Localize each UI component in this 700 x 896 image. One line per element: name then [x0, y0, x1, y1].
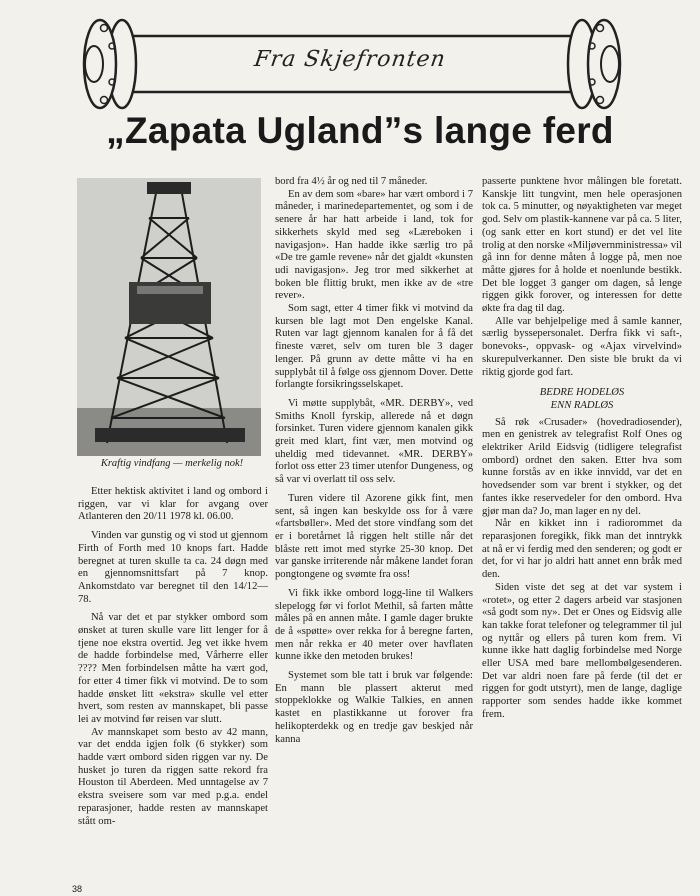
photo-caption: Kraftig vindfang — merkelig nok!	[100, 458, 244, 469]
section-label: Fra Skjefronten	[252, 47, 448, 72]
paragraph: Nå var det et par stykker ombord som ønsket at turen skulle vare litt lenger for å tjene noe ekstra overtid. Jeg vet ikke hvem de hadde forbindelse med, Vårherre eller ???? Men forbindelsen måtte ha vært god, for etter 4 timer fikk vi motvind. De to som hadde ønsket litt «ekstra» skulle vel etter hvert, som resten av mannskapet, bli passe lei av motvind før reisen var slutt.	[78, 612, 268, 725]
subheading	[482, 387, 682, 412]
paragraph: passerte punktene hvor målingen ble foretatt. Kanskje litt tungvint, men hele operasjonen tok ca. 5 minutter, og nøyaktigheten var meget god. Selv om plastik-kannene var på ca. 5 liter, (og sank etter en kort stund) er det vel lite trolig at den norske «Miljøvernministressa» vil gå inn for denne måten å logge på, men noe måtte gjøres for å holde et noenlunde bestikk. Det ble logget 3 ganger om dagen, så lenge riggen gikk forover, og interessen for dette økte fra dag til dag.	[482, 176, 682, 315]
paragraph: Som sagt, etter 4 timer fikk vi motvind da kursen ble lagt mot Den engelske Kanal. Ruten var lagt gjennom kanalen for å få det fineste været, selv om turen ble 3 dager lenger. På grunn av dette måtte vi ha en supplybåt til å følge oss gjennom Dover. Dette forlangte forsikringsselskapet.	[275, 303, 473, 391]
paragraph: Turen videre til Azorene gikk fint, men sent, så ingen kan beskylde oss for å være «fartsbøller». Med det store vindfang som det er i boretårnet lå riggen helt stille når det blåste rett imot med styrke 25-30 knop. Det var ganske irriterende når måkene landet foran pongtongene og svømte fra oss!	[275, 492, 473, 581]
page-number: 38	[72, 884, 83, 894]
paragraph: Så røk «Crusader» (hovedradiosender), men en genistrek av telegrafist Rolf Ones og elektriker Arild Eidsvig (tidligere telegrafist ombord) ordnet den saken. Etter hva som kunne forstås av en ikke innvidd, var det en hovedsender som var brent i stykker, og det fantes ikke reservedeler for den ombord. Hva gjør man da? Jo, man lager en ny del.	[482, 416, 682, 517]
paragraph: Systemet som ble tatt i bruk var følgende: En mann ble plassert akterut med stoppeklokke og Walkie Talkies, en annen kastet en plastikkanne ut forover fra helikopterdekk og en tredje gav beskjed når kanna	[275, 670, 473, 745]
subheading-line: ENN RADLØS	[550, 399, 614, 411]
paragraph: Vi møtte supplybåt, «MR. DERBY», ved Smiths Knoll fyrskip, allerede nå et døgn forsinket. Turen videre gjennom kanalen gikk greit med klart, fint vær, men motvind og uheldig med tidevannet. «MR. DERBY» forlot oss etter 23 timer utenfor Dungeness, og så var vi overlatt til oss selv.	[275, 397, 473, 486]
paragraph: bord fra 4½ år og ned til 7 måneder.	[275, 176, 428, 187]
paragraph: Alle var behjelpelige med å samle kanner, særlig byssepersonalet. Derfra fikk vi saft-, bonevoks-, oppvask- og «Ajax virvelvind» skurepulverkanner. Den siste ble brukt da vi riktig gjorde god fart.	[482, 315, 682, 378]
paragraph: Vi fikk ikke ombord logg-line til Walkers slepelogg før vi forlot Methil, så farten måtte måles på en annen måte. I gamle dager brukte de å «spøtte» over rekka for å beregne farten, men når rekka er 40 meter over havflaten kunne ikke den metoden brukes!	[275, 587, 473, 663]
paragraph: Siden viste det seg at det var system i «rotet», og etter 2 dagers arbeid var stasjonen «så godt som ny». Det er Ones og Eidsvig alle kan takke forat telefoner og telegrammer til jul og nyttår og ellers på turen kom frem. Vi kunne ikke hatt daglig forbindelse med Norge eller USA med bare mellombølgesenderen. Det var aldri noen fare på ferde (til det er riggen for godt utstyrt), men de lange, daglige rapporter som sendes hadde ikke kommet frem.	[482, 581, 682, 720]
paragraph: Av mannskapet som besto av 42 mann, var det endda igjen folk (6 stykker) som hadde vært ombord siden riggen var ny. De husket jo turen da riggen satte rekord fra Houston til Aberdeen. Med unntagelse av 7 ekstra sveisere som var med p.g.a. endel reparasjoner, hadde resten av mannskapet stått om-	[78, 726, 268, 827]
paragraph: En av dem som «bare» har vært ombord i 7 måneder, i marinedepartementet, og som i de senere år har hatt arbeide i land, tok for sikkerhets skyld med seg «Læreboken i navigasjon». Han hadde ikke særlig tro på «De tre gamle revene» når det gjaldt «kunsten udi navigasjon». Jeg tror med sikkerhet at boken ble flittig brukt, men ikke av de «tre rever».	[275, 188, 473, 302]
paragraph: Etter hektisk aktivitet i land og ombord i riggen, var vi klar for avgang over Atlanteren den 20/11 1978 kl. 06.00.	[78, 486, 268, 523]
subheading-line: BEDRE HODELØS	[539, 387, 625, 399]
derrick-photo	[77, 178, 261, 456]
article-headline: „Zapata Ugland”s lange ferd	[106, 110, 614, 151]
paragraph: Vinden var gunstig og vi stod ut gjennom Firth of Forth med 10 knops fart. Hadde beregnet at turen skulle ta ca. 24 døgn med en gjennomsnittsfart på 7 knop. Ankomstdato var beregnet til den 14/12—78.	[78, 530, 268, 605]
article-column-2	[275, 176, 473, 746]
article-column-1	[78, 486, 268, 828]
article-column-3	[482, 176, 682, 722]
paragraph: Når en kikket inn i radiorommet da reparasjonen foregikk, fikk man det inntrykk at nå er vi ferdig med den senderen; og godt er det, for vi har jo aldri hatt annet enn bråk med den.	[482, 518, 682, 581]
